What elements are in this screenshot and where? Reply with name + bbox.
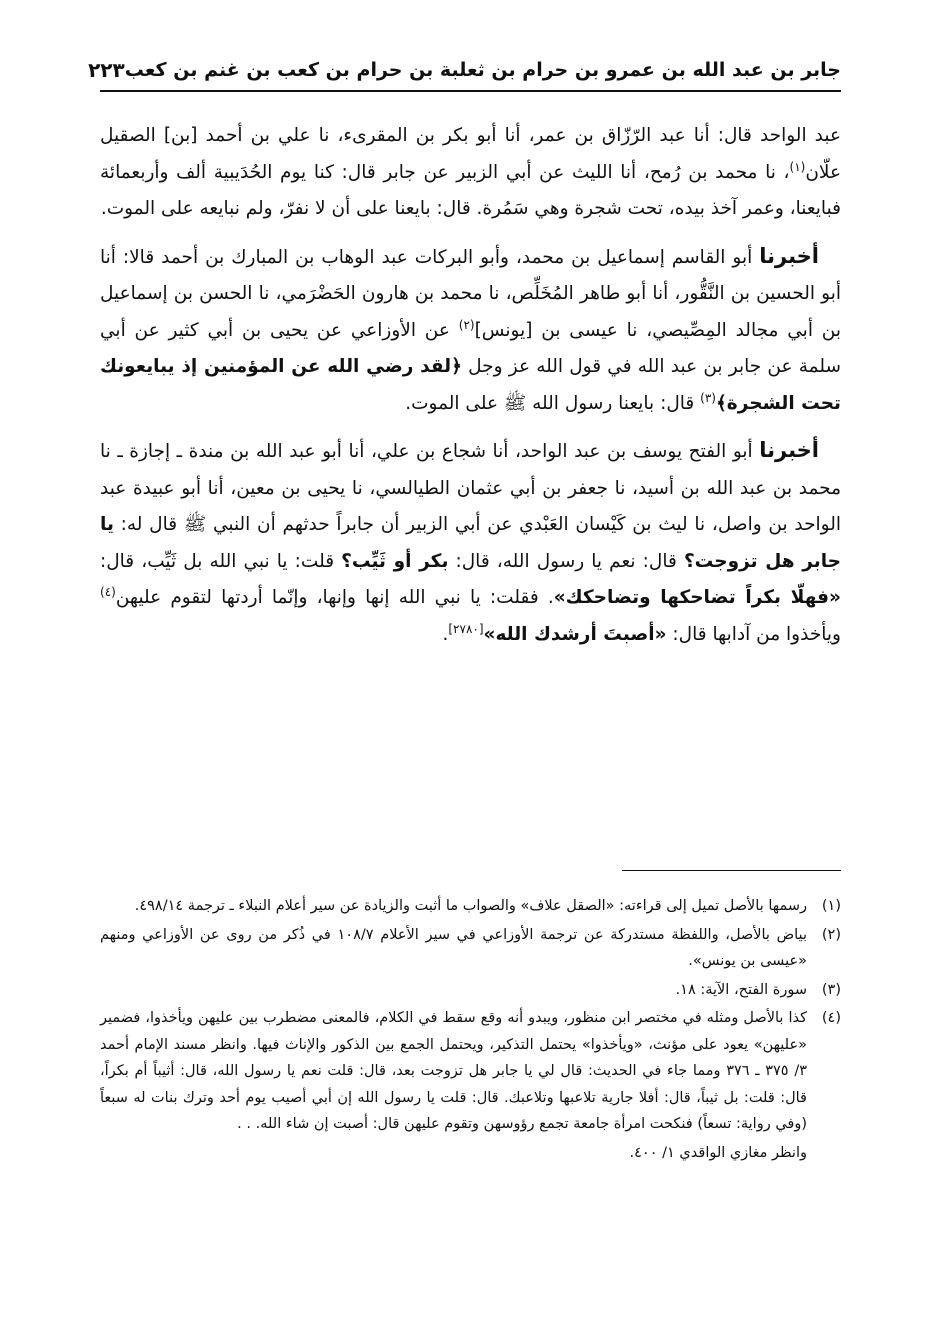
- footnote-number: (٤): [821, 1010, 841, 1026]
- page-number: ٢٢٣: [88, 58, 125, 82]
- footnote-4: [100, 1005, 841, 1138]
- footnote-number: (١): [821, 898, 841, 914]
- hadith-quote: «أصبتَ أرشدك الله»: [483, 623, 667, 645]
- hadith-number: [٢٧٨٠]: [448, 621, 484, 636]
- main-text: [100, 118, 841, 663]
- akhbarana-lead: أخبرنا: [759, 243, 819, 268]
- hadith-quote: يا جابر هل تزوجت؟: [100, 514, 841, 572]
- footnote-separator: [622, 870, 841, 871]
- footnote-number: (٣): [821, 981, 841, 998]
- footnote-3: [100, 977, 841, 1004]
- hadith-quote: «فهلّا بكراً تضاحكها وتضاحكك»: [553, 587, 841, 608]
- footnote-number: (٢): [821, 926, 841, 943]
- footnote-text: وانظر مغازي الواقدي ١/ ٤٠٠.: [629, 1144, 807, 1161]
- akhbarana-lead: أخبرنا: [759, 438, 819, 462]
- footnote-2: [100, 922, 841, 975]
- footnote-ref-3[interactable]: (٣): [700, 390, 716, 405]
- footnote-text: كذا بالأصل ومثله في مختصر ابن منظور، ويبدو أنه وقع سقط في الكلام، فالمعنى مضطرب بين عليهن ويأخذوا، فضمير «عليهن» يعود على مؤنث، «ويأخذوا» يحتمل التذكير، ويحتمل الجمع بين الذكور والإناث فيها. وانظر مسند الإمام أحمد ٣/ ٣٧٥ ـ ٣٧٦ ومما جاء في الحديث: قال لي يا جابر هل تزوجت بعد، قال: قلت نعم يا رسول الله، قال: أثيباً أم بكراً، قال: قلت: بل ثيباً، قال: أفلا جارية تلاعبها وتلاعبك. قال: قلت يا رسول الله إن أبي أصيب يوم أحد وترك بنات له سبعاً (وفي رواية: تسعاً) فنكحت امرأة جامعة تجمع رؤوسهن وتقوم عليهن قال: أصبت إن شاء الله. . .: [100, 1010, 807, 1132]
- footnote-text: سورة الفتح، الآية: ١٨.: [675, 981, 807, 998]
- paragraph-3: أخبرنا أبو الفتح يوسف بن عبد الواحد، أنا شجاع بن علي، أنا أبو عبد الله بن مندة ـ إجازة ـ نا محمد بن عبد الله بن أسيد، نا جعفر بن أبي عثمان الطيالسي، نا يحيى بن معين، أنا أبو عبيدة عبد الواحد بن واصل، نا ليث بن كَيْسان العَبْدي عن أبي الزبير أن جابراً حدثهم أن النبي ﷺ قال له: يا جابر هل تزوجت؟ قال: نعم يا رسول الله، قال: بكر أو ثَيِّب؟ قلت: يا نبي الله بل ثَيِّب، قال: «فهلّا بكراً تضاحكها وتضاحكك». فقلت: يا نبي الله إنها وإنها، وإنّما أردتها لتقوم عليهن$^{(٤)}$ ويأخذوا من آدابها قال: «أصبتَ أرشدك الله»[٢٧٨٠].: [100, 438, 841, 645]
- footnote-ref-2[interactable]: (٢): [458, 317, 475, 332]
- quran-verse: ﴿لقد رضي الله عن المؤمنين إذ يبايعونك تحت الشجرة﴾: [100, 356, 841, 414]
- footnote-1: [100, 893, 841, 920]
- header-rule: [100, 90, 841, 92]
- footnote-text: رسمها بالأصل تميل إلى قراءته: «الصقل علاف» والصواب ما أثبت والزيادة عن سير أعلام النبلاء ـ ترجمة ٤٩٨/١٤.: [134, 898, 807, 914]
- hadith-quote: بكر أو ثَيِّب؟: [341, 550, 449, 572]
- page-header: [88, 52, 841, 88]
- running-title: جابر بن عبد الله بن عمرو بن حرام بن ثعلبة بن حرام بن كعب بن غنم بن كعب: [124, 59, 841, 81]
- paragraph-1: عبد الواحد قال: أنا عبد الرّزّاق بن عمر، أنا أبو بكر بن المقرىء، نا علي بن أحمد [بن] الصقيل علّان$^{(١)}$، نا محمد بن رُمح، أنا الليث عن أبي الزبير عن جابر قال: كنا يوم الحُدَيبية ألف وأربعمائة فبايعنا، وعمر آخذ بيده، تحت شجرة وهي سَمُرة. قال: بايعنا على أن لا نفرّ، ولم نبايعه على الموت.: [100, 125, 841, 219]
- footnote-4-continued: [100, 1140, 841, 1167]
- footnotes: [100, 893, 841, 1168]
- paragraph-2: أخبرنا أبو القاسم إسماعيل بن محمد، وأبو البركات عبد الوهاب بن المبارك بن أحمد قالا: أنا أبو الحسين بن النَّقُّور، أنا أبو طاهر المُخَلِّص، نا محمد بن هارون الحَضْرَمي، نا الحسن بن إسماعيل بن أبي مجالد المِصِّيصي، نا عيسى بن [يونس]$^{(٢)}$ عن الأوزاعي عن يحيى بن أبي كثير عن أبي سلمة عن جابر بن عبد الله في قول الله عز وجل ﴿لقد رضي الله عن المؤمنين إذ يبايعونك تحت الشجرة﴾$^{(٣)}$ قال: بايعنا رسول الله ﷺ على الموت.: [100, 243, 841, 414]
- footnote-ref-1[interactable]: (١): [789, 159, 806, 174]
- footnote-number: [807, 1140, 841, 1167]
- footnote-text: بياض بالأصل، واللفظة مستدركة عن ترجمة الأوزاعي في سير الأعلام ١٠٨/٧ في ذُكر من روى عن الأوزاعي ومنهم «عيسى بن يونس».: [100, 926, 807, 969]
- footnote-ref-4[interactable]: (٤): [100, 584, 116, 599]
